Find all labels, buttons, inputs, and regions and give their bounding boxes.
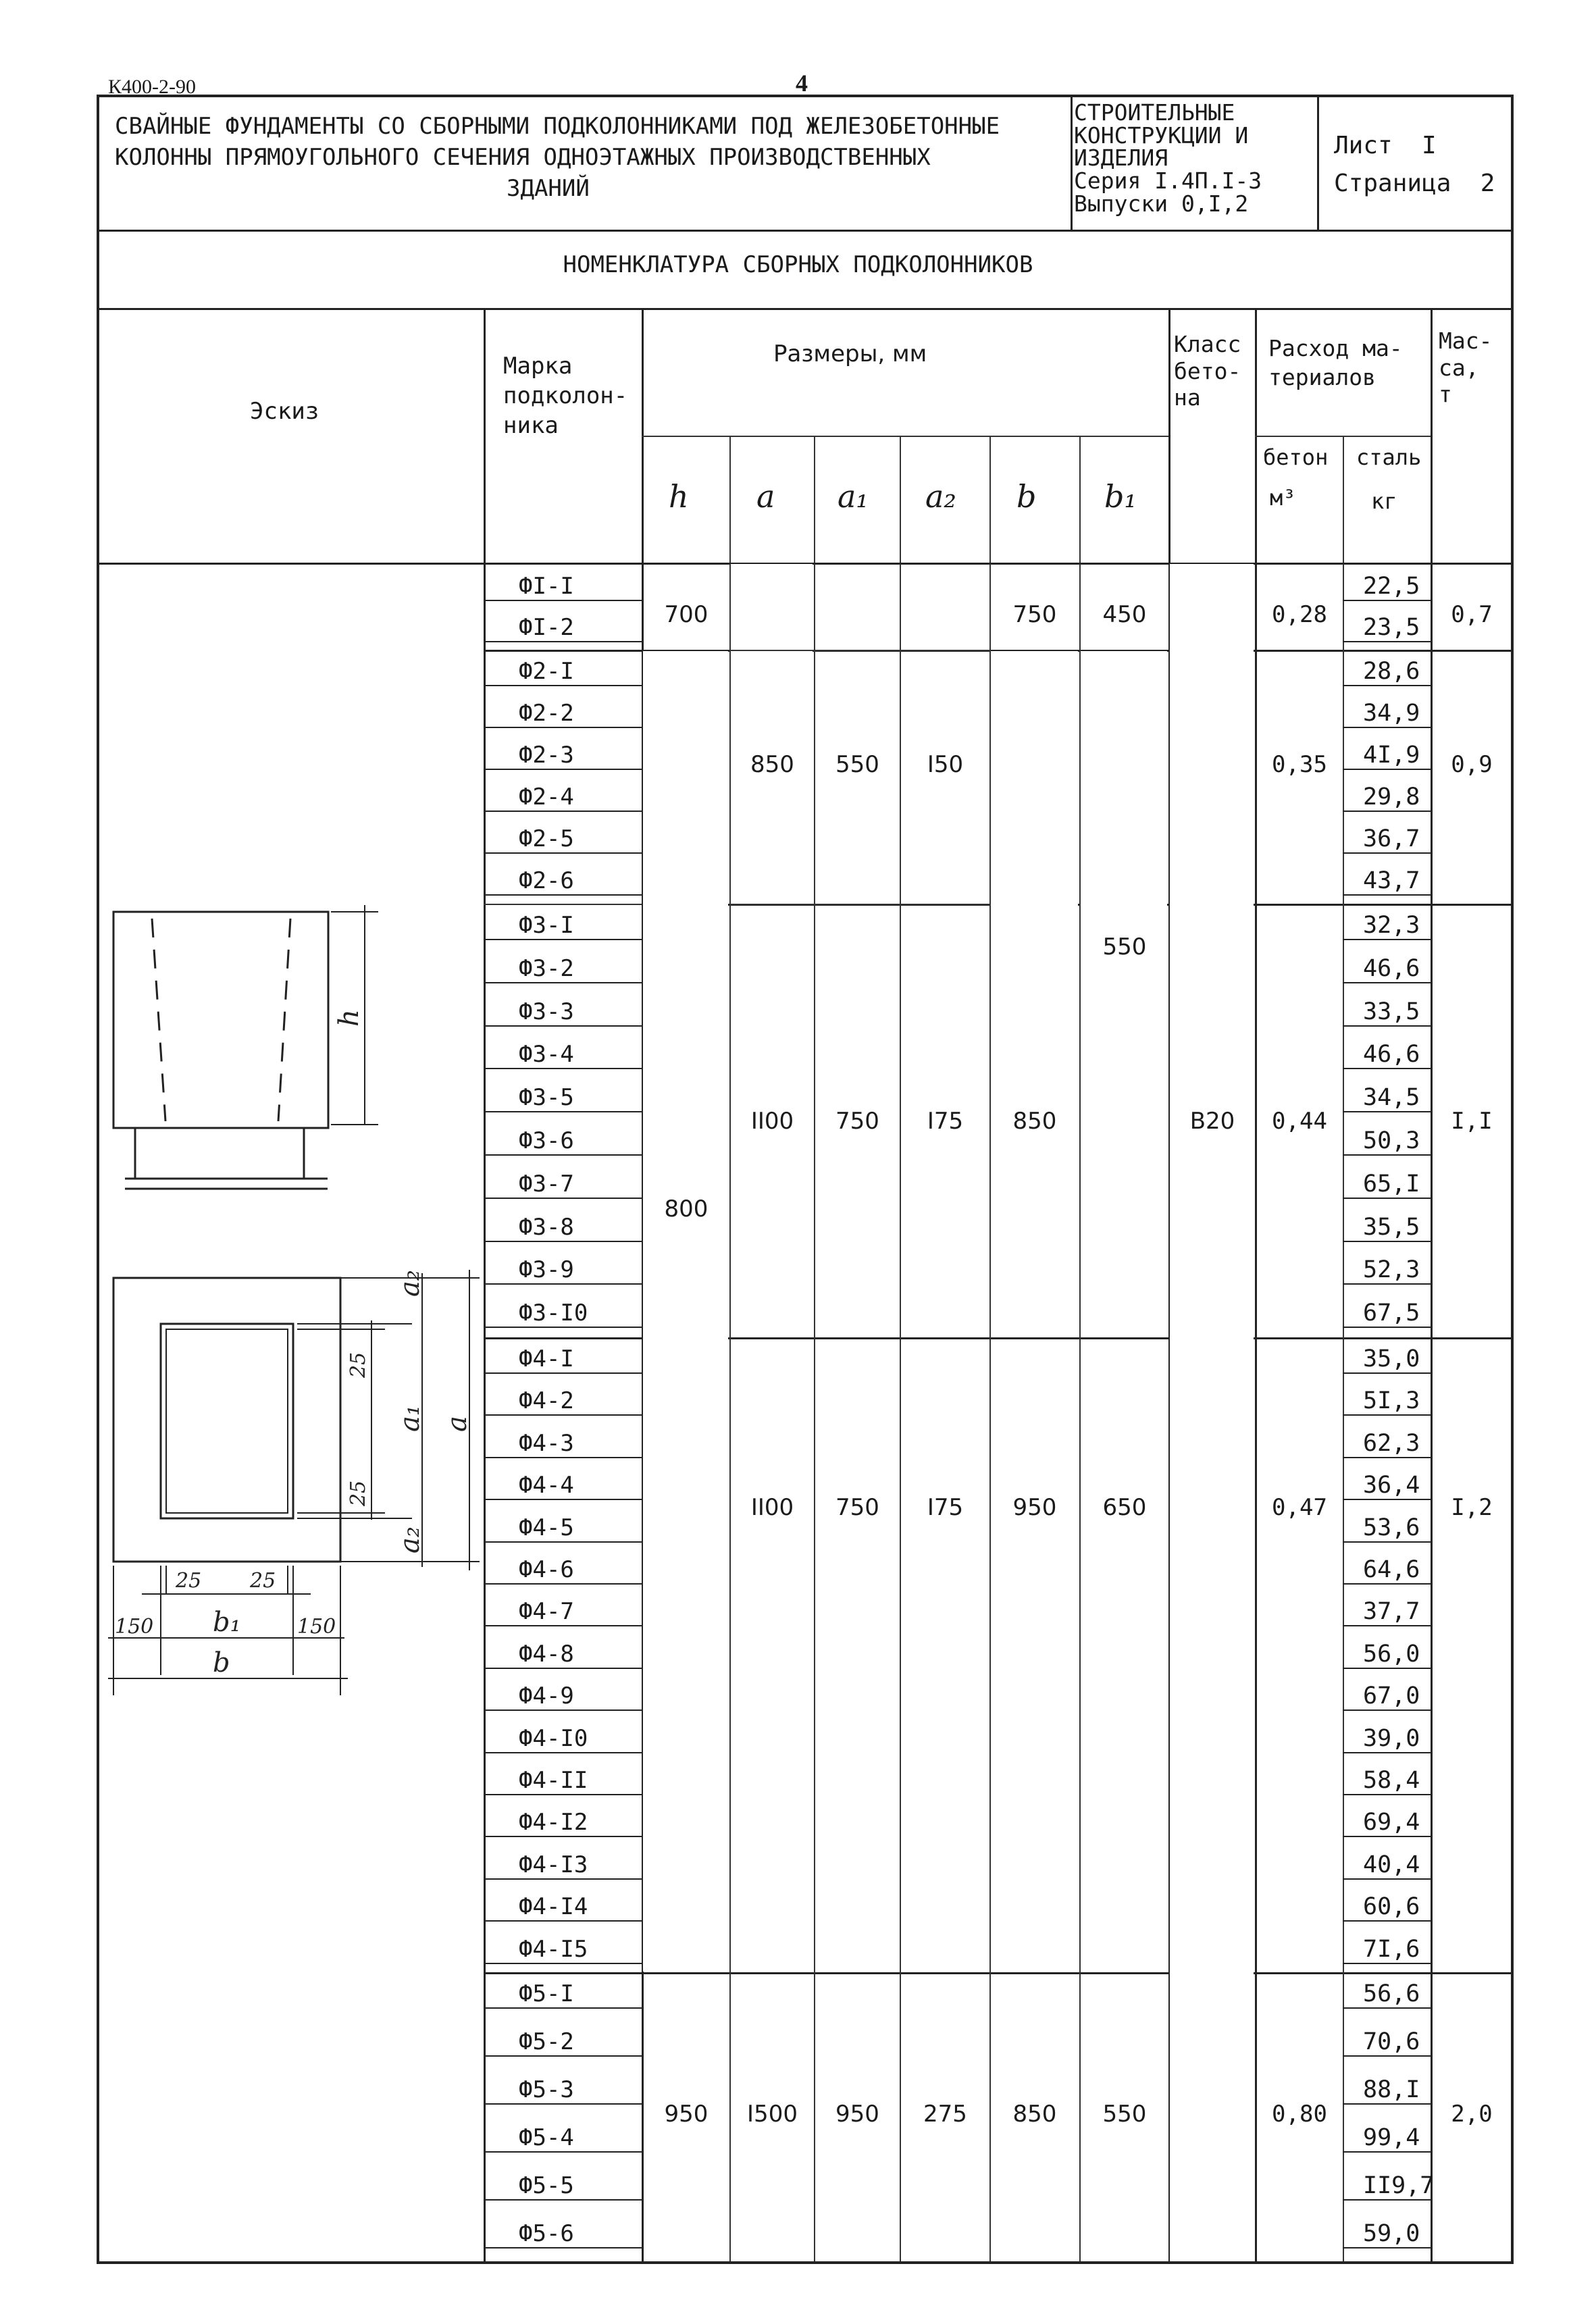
mark-underline <box>484 1068 642 1069</box>
col-concrete-class: Класс бето- на <box>1174 331 1241 411</box>
steel-cell: 52,3 <box>1363 1256 1420 1284</box>
mark-cell: ФI-2 <box>519 614 574 641</box>
steel-cell: 22,5 <box>1363 573 1420 600</box>
mark-underline <box>484 2055 642 2057</box>
col-mark: Марка подколон- ника <box>503 353 628 440</box>
g5-a1: 950 <box>835 2101 879 2128</box>
steel-cell: 50,3 <box>1363 1127 1420 1154</box>
mark-cell: Ф4-I3 <box>519 1851 588 1878</box>
sketch-150-right: 150 <box>297 1615 336 1639</box>
steel-underline <box>1343 2199 1431 2201</box>
sketch-25-right: 25 <box>250 1569 276 1593</box>
g2-concrete: 0,35 <box>1272 751 1327 778</box>
steel-cell: 33,5 <box>1363 998 1420 1025</box>
mark-cell: Ф5-6 <box>519 2220 574 2247</box>
mark-underline <box>484 811 642 812</box>
mark-underline <box>484 2151 642 2153</box>
steel-underline <box>1343 1541 1431 1543</box>
mark-underline <box>484 2103 642 2105</box>
steel-cell: 62,3 <box>1363 1429 1420 1457</box>
steel-cell: 60,6 <box>1363 1893 1420 1921</box>
h-800: 800 <box>664 1195 709 1223</box>
mark-cell: Ф3-7 <box>519 1170 574 1198</box>
mark-underline <box>484 1794 642 1795</box>
steel-cell: 67,5 <box>1363 1300 1420 1327</box>
g5-mass: 2,0 <box>1451 2101 1493 2128</box>
steel-cell: 39,0 <box>1363 1724 1420 1752</box>
g5-a: I500 <box>747 2101 798 2128</box>
steel-cell: 59,0 <box>1363 2220 1420 2247</box>
mark-cell: Ф3-9 <box>519 1256 574 1284</box>
mark-underline <box>484 685 642 686</box>
steel-underline <box>1343 1625 1431 1626</box>
mark-cell: Ф5-4 <box>519 2124 574 2151</box>
g1-b: 750 <box>1012 601 1057 628</box>
sketch-25-left: 25 <box>176 1569 202 1593</box>
steel-cell: 35,5 <box>1363 1213 1420 1241</box>
steel-underline <box>1343 1372 1431 1374</box>
sketch-150-left: 150 <box>115 1615 154 1639</box>
steel-cell: 36,7 <box>1363 825 1420 852</box>
steel-cell: 69,4 <box>1363 1809 1420 1836</box>
col-b1: b₁ <box>1104 478 1137 515</box>
mark-underline <box>484 1198 642 1199</box>
sketch-25-top: 25 <box>346 1352 370 1378</box>
steel-underline <box>1343 1709 1431 1711</box>
mark-cell: Ф4-7 <box>519 1598 574 1626</box>
steel-cell: 65,I <box>1363 1170 1420 1198</box>
mark-cell: Ф5-I <box>519 1980 574 2007</box>
g4-mass: I,2 <box>1451 1494 1493 1521</box>
mark-cell: Ф3-8 <box>519 1213 574 1241</box>
steel-underline <box>1343 2103 1431 2105</box>
steel-cell: 35,0 <box>1363 1345 1420 1372</box>
mark-cell: Ф3-I <box>519 912 574 939</box>
steel-cell: 37,7 <box>1363 1598 1420 1626</box>
steel-underline <box>1343 1794 1431 1795</box>
mark-underline <box>484 2247 642 2248</box>
g4-b1: 650 <box>1102 1494 1147 1521</box>
mark-cell: Ф5-5 <box>519 2172 574 2199</box>
mark-underline <box>484 1154 642 1156</box>
col-sizes: Размеры, мм <box>773 340 927 367</box>
steel-underline <box>1343 1920 1431 1922</box>
mark-underline <box>484 1025 642 1027</box>
mark-cell: Ф4-I2 <box>519 1809 588 1836</box>
sketch-a1-label: a₁ <box>394 1405 426 1432</box>
mark-underline <box>484 1283 642 1285</box>
steel-cell: 34,5 <box>1363 1084 1420 1112</box>
concrete-class: В20 <box>1189 1108 1235 1135</box>
g3-a2: I75 <box>927 1108 964 1135</box>
steel-underline <box>1343 1836 1431 1837</box>
mark-cell: Ф4-I4 <box>519 1893 588 1921</box>
steel-cell: II9,7 <box>1363 2172 1435 2199</box>
mark-underline <box>484 1625 642 1626</box>
steel-cell: 46,6 <box>1363 1041 1420 1069</box>
mark-cell: Ф3-6 <box>519 1127 574 1154</box>
mark-cell: Ф3-4 <box>519 1041 574 1069</box>
steel-cell: 23,5 <box>1363 614 1420 641</box>
col-concrete: бетон <box>1263 444 1329 470</box>
mark-underline <box>484 1668 642 1669</box>
steel-cell: 34,9 <box>1363 700 1420 727</box>
steel-cell: 56,0 <box>1363 1640 1420 1668</box>
steel-underline <box>1343 2055 1431 2057</box>
sketch-h-label: h <box>334 1009 365 1027</box>
mark-underline <box>484 727 642 728</box>
steel-underline <box>1343 685 1431 686</box>
mark-cell: Ф5-2 <box>519 2028 574 2055</box>
steel-underline <box>1343 1457 1431 1458</box>
mark-underline <box>484 1752 642 1753</box>
mark-cell: Ф4-3 <box>519 1429 574 1457</box>
series-info: СТРОИТЕЛЬНЫЕ КОНСТРУКЦИИ И ИЗДЕЛИЯ Серия I.4П.I-3 Выпуски 0,I,2 <box>1074 99 1262 217</box>
steel-cell: 58,4 <box>1363 1767 1420 1794</box>
steel-underline <box>1343 1583 1431 1585</box>
steel-underline <box>1343 2247 1431 2248</box>
sketch-b-label: b <box>213 1647 230 1678</box>
sketch-25-bottom: 25 <box>346 1480 370 1506</box>
steel-underline <box>1343 811 1431 812</box>
mark-cell: Ф4-II <box>519 1767 588 1794</box>
steel-underline <box>1343 894 1431 896</box>
mark-underline <box>484 1457 642 1458</box>
steel-cell: 56,6 <box>1363 1980 1420 2007</box>
steel-underline <box>1343 2151 1431 2153</box>
g5-a2: 275 <box>923 2101 967 2128</box>
mark-underline <box>484 982 642 983</box>
steel-cell: 7I,6 <box>1363 1935 1420 1963</box>
mark-cell: Ф3-2 <box>519 954 574 982</box>
g1-mass: 0,7 <box>1451 601 1493 628</box>
mark-underline <box>484 1583 642 1585</box>
col-a: a <box>756 478 775 515</box>
mark-cell: Ф4-2 <box>519 1387 574 1415</box>
mark-underline <box>484 1541 642 1543</box>
g4-concrete: 0,47 <box>1272 1494 1327 1521</box>
steel-underline <box>1343 1414 1431 1416</box>
mark-cell: ФI-I <box>519 573 574 600</box>
mark-cell: Ф4-I5 <box>519 1935 588 1963</box>
col-h: h <box>669 478 689 515</box>
g5-h: 950 <box>664 2101 709 2128</box>
steel-underline <box>1343 1878 1431 1880</box>
g3-b1: 550 <box>1102 933 1147 960</box>
mark-cell: Ф4-4 <box>519 1472 574 1499</box>
col-mass: Мас- са, т <box>1439 328 1493 408</box>
steel-underline <box>1343 1668 1431 1669</box>
steel-underline <box>1343 600 1431 601</box>
section-title: НОМЕНКЛАТУРА СБОРНЫХ ПОДКОЛОННИКОВ <box>563 251 1033 278</box>
g1-concrete: 0,28 <box>1272 601 1327 628</box>
mark-cell: Ф2-6 <box>519 867 574 894</box>
steel-cell: 40,4 <box>1363 1851 1420 1878</box>
mark-underline <box>484 2199 642 2201</box>
g5-b: 850 <box>1012 2101 1057 2128</box>
mark-underline <box>484 641 642 642</box>
steel-cell: 29,8 <box>1363 783 1420 811</box>
mark-underline <box>484 894 642 896</box>
document-title: СВАЙНЫЕ ФУНДАМЕНТЫ СО СБОРНЫМИ ПОДКОЛОННИКАМИ ПОД ЖЕЛЕЗОБЕТОННЫЕ КОЛОННЫ ПРЯМОУГОЛЬНОГО СЕЧЕНИЯ ОДНОЭТАЖНЫХ ПРОИЗВОДСТВЕННЫХ ЗДАНИЙ <box>115 113 1000 202</box>
mark-underline <box>484 769 642 770</box>
col-concrete-unit: м³ <box>1270 485 1296 511</box>
steel-cell: 46,6 <box>1363 954 1420 982</box>
mark-cell: Ф4-5 <box>519 1514 574 1541</box>
sketch-b1-label: b₁ <box>213 1607 241 1638</box>
col-materials: Расход ма- териалов <box>1268 335 1403 390</box>
foundation-sketch <box>101 892 480 1716</box>
g5-concrete: 0,80 <box>1272 2101 1327 2128</box>
steel-underline <box>1343 1499 1431 1500</box>
steel-underline <box>1343 1154 1431 1156</box>
mark-cell: Ф4-I0 <box>519 1724 588 1752</box>
g3-a: II00 <box>750 1108 794 1135</box>
steel-underline <box>1343 1752 1431 1753</box>
steel-cell: 67,0 <box>1363 1682 1420 1710</box>
steel-underline <box>1343 1241 1431 1242</box>
steel-cell: 64,6 <box>1363 1556 1420 1583</box>
mark-underline <box>484 1878 642 1880</box>
steel-cell: 36,4 <box>1363 1472 1420 1499</box>
steel-underline <box>1343 1198 1431 1199</box>
steel-cell: 53,6 <box>1363 1514 1420 1541</box>
mark-underline <box>484 2007 642 2009</box>
mark-underline <box>484 1836 642 1837</box>
g2-a: 850 <box>750 751 794 778</box>
mark-underline <box>484 600 642 601</box>
steel-underline <box>1343 982 1431 983</box>
mark-underline <box>484 1499 642 1500</box>
col-sketch: Эскиз <box>250 398 319 425</box>
sketch-a2-top-label: a₂ <box>394 1270 426 1297</box>
steel-cell: 43,7 <box>1363 867 1420 894</box>
mark-cell: Ф2-4 <box>519 783 574 811</box>
mark-cell: Ф3-3 <box>519 998 574 1025</box>
mark-cell: Ф3-I0 <box>519 1300 588 1327</box>
mark-underline <box>484 1327 642 1328</box>
g3-concrete: 0,44 <box>1272 1108 1327 1135</box>
steel-underline <box>1343 727 1431 728</box>
sketch-a2-bottom-label: a₂ <box>394 1526 426 1553</box>
g3-b: 850 <box>1012 1108 1057 1135</box>
steel-underline <box>1343 1025 1431 1027</box>
mark-cell: Ф2-2 <box>519 700 574 727</box>
mark-underline <box>484 1963 642 1964</box>
steel-underline <box>1343 852 1431 854</box>
sheet-info: Лист I Страница 2 <box>1334 132 1495 197</box>
g3-mass: I,I <box>1451 1108 1493 1135</box>
mark-underline <box>484 939 642 940</box>
g4-a2: I75 <box>927 1494 964 1521</box>
steel-underline <box>1343 1327 1431 1328</box>
mark-underline <box>484 1241 642 1242</box>
steel-underline <box>1343 641 1431 642</box>
g2-a2: I50 <box>927 751 964 778</box>
g2-a1: 550 <box>835 751 879 778</box>
g4-a: II00 <box>750 1494 794 1521</box>
mark-underline <box>484 1920 642 1922</box>
mark-cell: Ф2-3 <box>519 742 574 769</box>
mark-cell: Ф4-I <box>519 1345 574 1372</box>
page-number: 4 <box>796 70 808 97</box>
mark-cell: Ф2-I <box>519 658 574 685</box>
steel-underline <box>1343 1283 1431 1285</box>
g4-a1: 750 <box>835 1494 879 1521</box>
mark-underline <box>484 1111 642 1112</box>
document-code: К400-2-90 <box>108 76 196 98</box>
g1-b1: 450 <box>1102 601 1147 628</box>
steel-underline <box>1343 769 1431 770</box>
elevation-outline <box>113 912 328 1128</box>
mark-underline <box>484 1372 642 1374</box>
mark-cell: Ф4-6 <box>519 1556 574 1583</box>
steel-cell: 28,6 <box>1363 658 1420 685</box>
col-steel: сталь <box>1356 444 1422 470</box>
steel-cell: 70,6 <box>1363 2028 1420 2055</box>
col-a1: a₁ <box>838 478 869 515</box>
steel-cell: 32,3 <box>1363 912 1420 939</box>
col-a2: a₂ <box>925 478 956 515</box>
g4-b: 950 <box>1012 1494 1057 1521</box>
g3-a1: 750 <box>835 1108 879 1135</box>
steel-underline <box>1343 1068 1431 1069</box>
steel-cell: 4I,9 <box>1363 742 1420 769</box>
mark-cell: Ф2-5 <box>519 825 574 852</box>
steel-cell: 88,I <box>1363 2076 1420 2103</box>
mark-cell: Ф4-8 <box>519 1640 574 1668</box>
steel-cell: 99,4 <box>1363 2124 1420 2151</box>
mark-underline <box>484 852 642 854</box>
mark-underline <box>484 1709 642 1711</box>
mark-underline <box>484 1414 642 1416</box>
col-steel-unit: кг <box>1371 488 1397 514</box>
mark-cell: Ф4-9 <box>519 1682 574 1710</box>
mark-cell: Ф3-5 <box>519 1084 574 1112</box>
mark-cell: Ф5-3 <box>519 2076 574 2103</box>
steel-underline <box>1343 2007 1431 2009</box>
col-b: b <box>1016 478 1037 515</box>
steel-underline <box>1343 939 1431 940</box>
g2-mass: 0,9 <box>1451 751 1493 778</box>
steel-underline <box>1343 1963 1431 1964</box>
g1-h: 700 <box>664 601 709 628</box>
steel-underline <box>1343 1111 1431 1112</box>
sketch-a-label: a <box>442 1416 473 1432</box>
steel-cell: 5I,3 <box>1363 1387 1420 1415</box>
g5-b1: 550 <box>1102 2101 1147 2128</box>
